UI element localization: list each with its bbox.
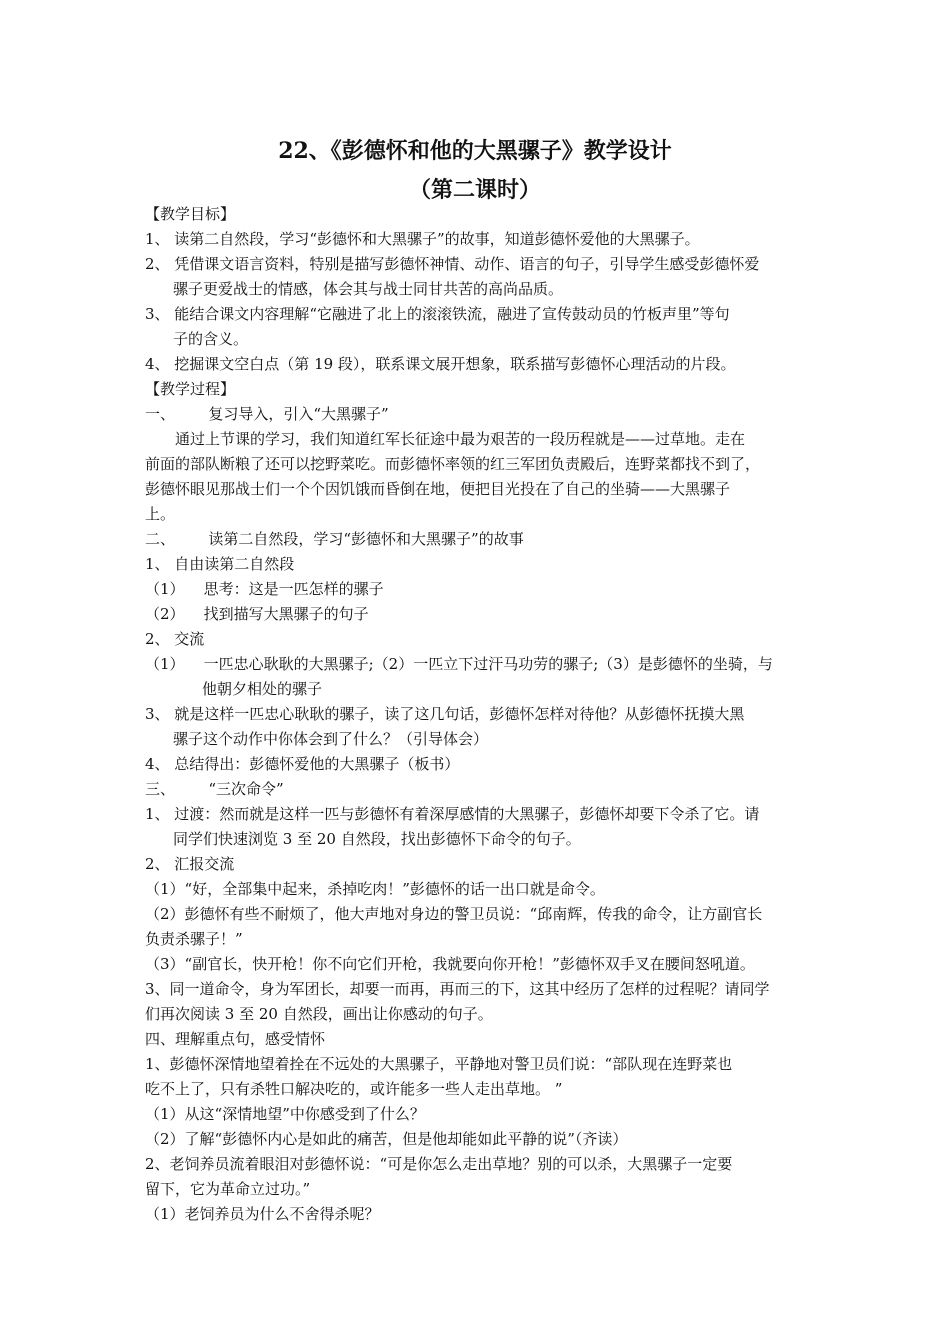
- list-item: 2、 交流: [145, 630, 205, 648]
- sub-item: （1）老饲养员为什么不舍得杀呢？: [145, 1205, 380, 1223]
- list-item-cont: 们再次阅读 3 至 20 自然段，画出让你感动的句子。: [145, 1005, 493, 1023]
- list-item: 3、同一道命令，身为军团长，却要一而再，再而三的下，这其中经历了怎样的过程呢？请同学: [145, 980, 770, 998]
- sub-item: （2）彭德怀有些不耐烦了，他大声地对身边的警卫员说：“邱南辉，传我的命令，让方副官长: [145, 905, 763, 923]
- part-2-heading: 二、 读第二自然段，学习“彭德怀和大黑骡子”的故事: [145, 530, 524, 548]
- sub-item-cont: 负责杀骡子！”: [145, 930, 243, 948]
- objective-1: 1、 读第二自然段，学习“彭德怀和大黑骡子”的故事，知道彭德怀爱他的大黑骡子。: [145, 230, 700, 248]
- part-4-heading: 四、理解重点句，感受情怀: [145, 1030, 326, 1048]
- list-item: 1、 过渡：然而就是这样一匹与彭德怀有着深厚感情的大黑骡子，彭德怀却要下令杀了它。请: [145, 805, 760, 823]
- objective-3-cont: 子的含义。: [173, 330, 249, 348]
- list-item: 3、 就是这样一匹忠心耿耿的骡子，读了这几句话，彭德怀怎样对待他？从彭德怀抚摸大黑: [145, 705, 745, 723]
- list-item-cont: 吃不上了，只有杀牲口解决吃的，或许能多一些人走出草地。 ”: [145, 1080, 563, 1098]
- list-item: 2、 汇报交流: [145, 855, 235, 873]
- list-item: 1、 自由读第二自然段: [145, 555, 295, 573]
- sub-item-cont: 他朝夕相处的骡子: [202, 680, 323, 698]
- paragraph-line: 前面的部队断粮了还可以挖野菜吃。而彭德怀率领的红三军团负责殿后，连野菜都找不到了，: [145, 455, 761, 473]
- paragraph-line: 上。: [145, 505, 176, 523]
- list-item: 2、老饲养员流着眼泪对彭德怀说：“可是你怎么走出草地？别的可以杀，大黑骡子一定要: [145, 1155, 733, 1173]
- sub-item: （1） 思考：这是一匹怎样的骡子: [145, 580, 384, 598]
- sub-item: （2） 找到描写大黑骡子的句子: [145, 605, 369, 623]
- objective-4: 4、 挖掘课文空白点（第 19 段），联系课文展开想象，联系描写彭德怀心理活动的片段。: [145, 355, 736, 373]
- list-item-cont: 骡子这个动作中你体会到了什么？（引导体会）: [173, 730, 489, 748]
- objective-3: 3、 能结合课文内容理解“它融进了北上的滚滚铁流，融进了宣传鼓动员的竹板声里”等句: [145, 305, 730, 323]
- document-subtitle: （第二课时）: [408, 177, 541, 203]
- sub-item: （1）“好，全部集中起来，杀掉吃肉！”彭德怀的话一出口就是命令。: [145, 880, 605, 898]
- sub-item: （1）从这“深情地望”中你感受到了什么？: [145, 1105, 425, 1123]
- sub-item: （3）“副官长，快开枪！你不向它们开枪，我就要向你开枪！”彭德怀双手叉在腰间怒吼道。: [145, 955, 755, 973]
- document-title: 22、《彭德怀和他的大黑骡子》教学设计: [278, 138, 672, 164]
- part-1-heading: 一、 复习导入，引入“大黑骡子”: [145, 405, 389, 423]
- list-item: 4、 总结得出：彭德怀爱他的大黑骡子（板书）: [145, 755, 460, 773]
- part-3-heading: 三、 “三次命令”: [145, 780, 284, 798]
- list-item-cont: 同学们快速浏览 3 至 20 自然段，找出彭德怀下命令的句子。: [173, 830, 581, 848]
- section-heading-process: 【教学过程】: [145, 380, 236, 398]
- list-item-cont: 留下，它为革命立过功。”: [145, 1180, 311, 1198]
- objective-2-cont: 骡子更爱战士的情感，体会其与战士同甘共苦的高尚品质。: [173, 280, 564, 298]
- sub-item: （2）了解“彭德怀内心是如此的痛苦，但是他却能如此平静的说”（齐读）: [145, 1130, 628, 1148]
- section-heading-objectives: 【教学目标】: [145, 205, 236, 223]
- sub-item: （1） 一匹忠心耿耿的大黑骡子;（2）一匹立下过汗马功劳的骡子;（3）是彭德怀的坐骑，与: [145, 655, 773, 673]
- paragraph-line: 彭德怀眼见那战士们一个个因饥饿而昏倒在地，便把目光投在了自己的坐骑——大黑骡子: [145, 480, 731, 498]
- paragraph-line: 通过上节课的学习，我们知道红军长征途中最为艰苦的一段历程就是——过草地。走在: [175, 430, 746, 448]
- objective-2: 2、 凭借课文语言资料，特别是描写彭德怀神情、动作、语言的句子，引导学生感受彭德怀爱: [145, 255, 760, 273]
- list-item: 1、彭德怀深情地望着拴在不远处的大黑骡子，平静地对警卫员们说：“部队现在连野菜也: [145, 1055, 733, 1073]
